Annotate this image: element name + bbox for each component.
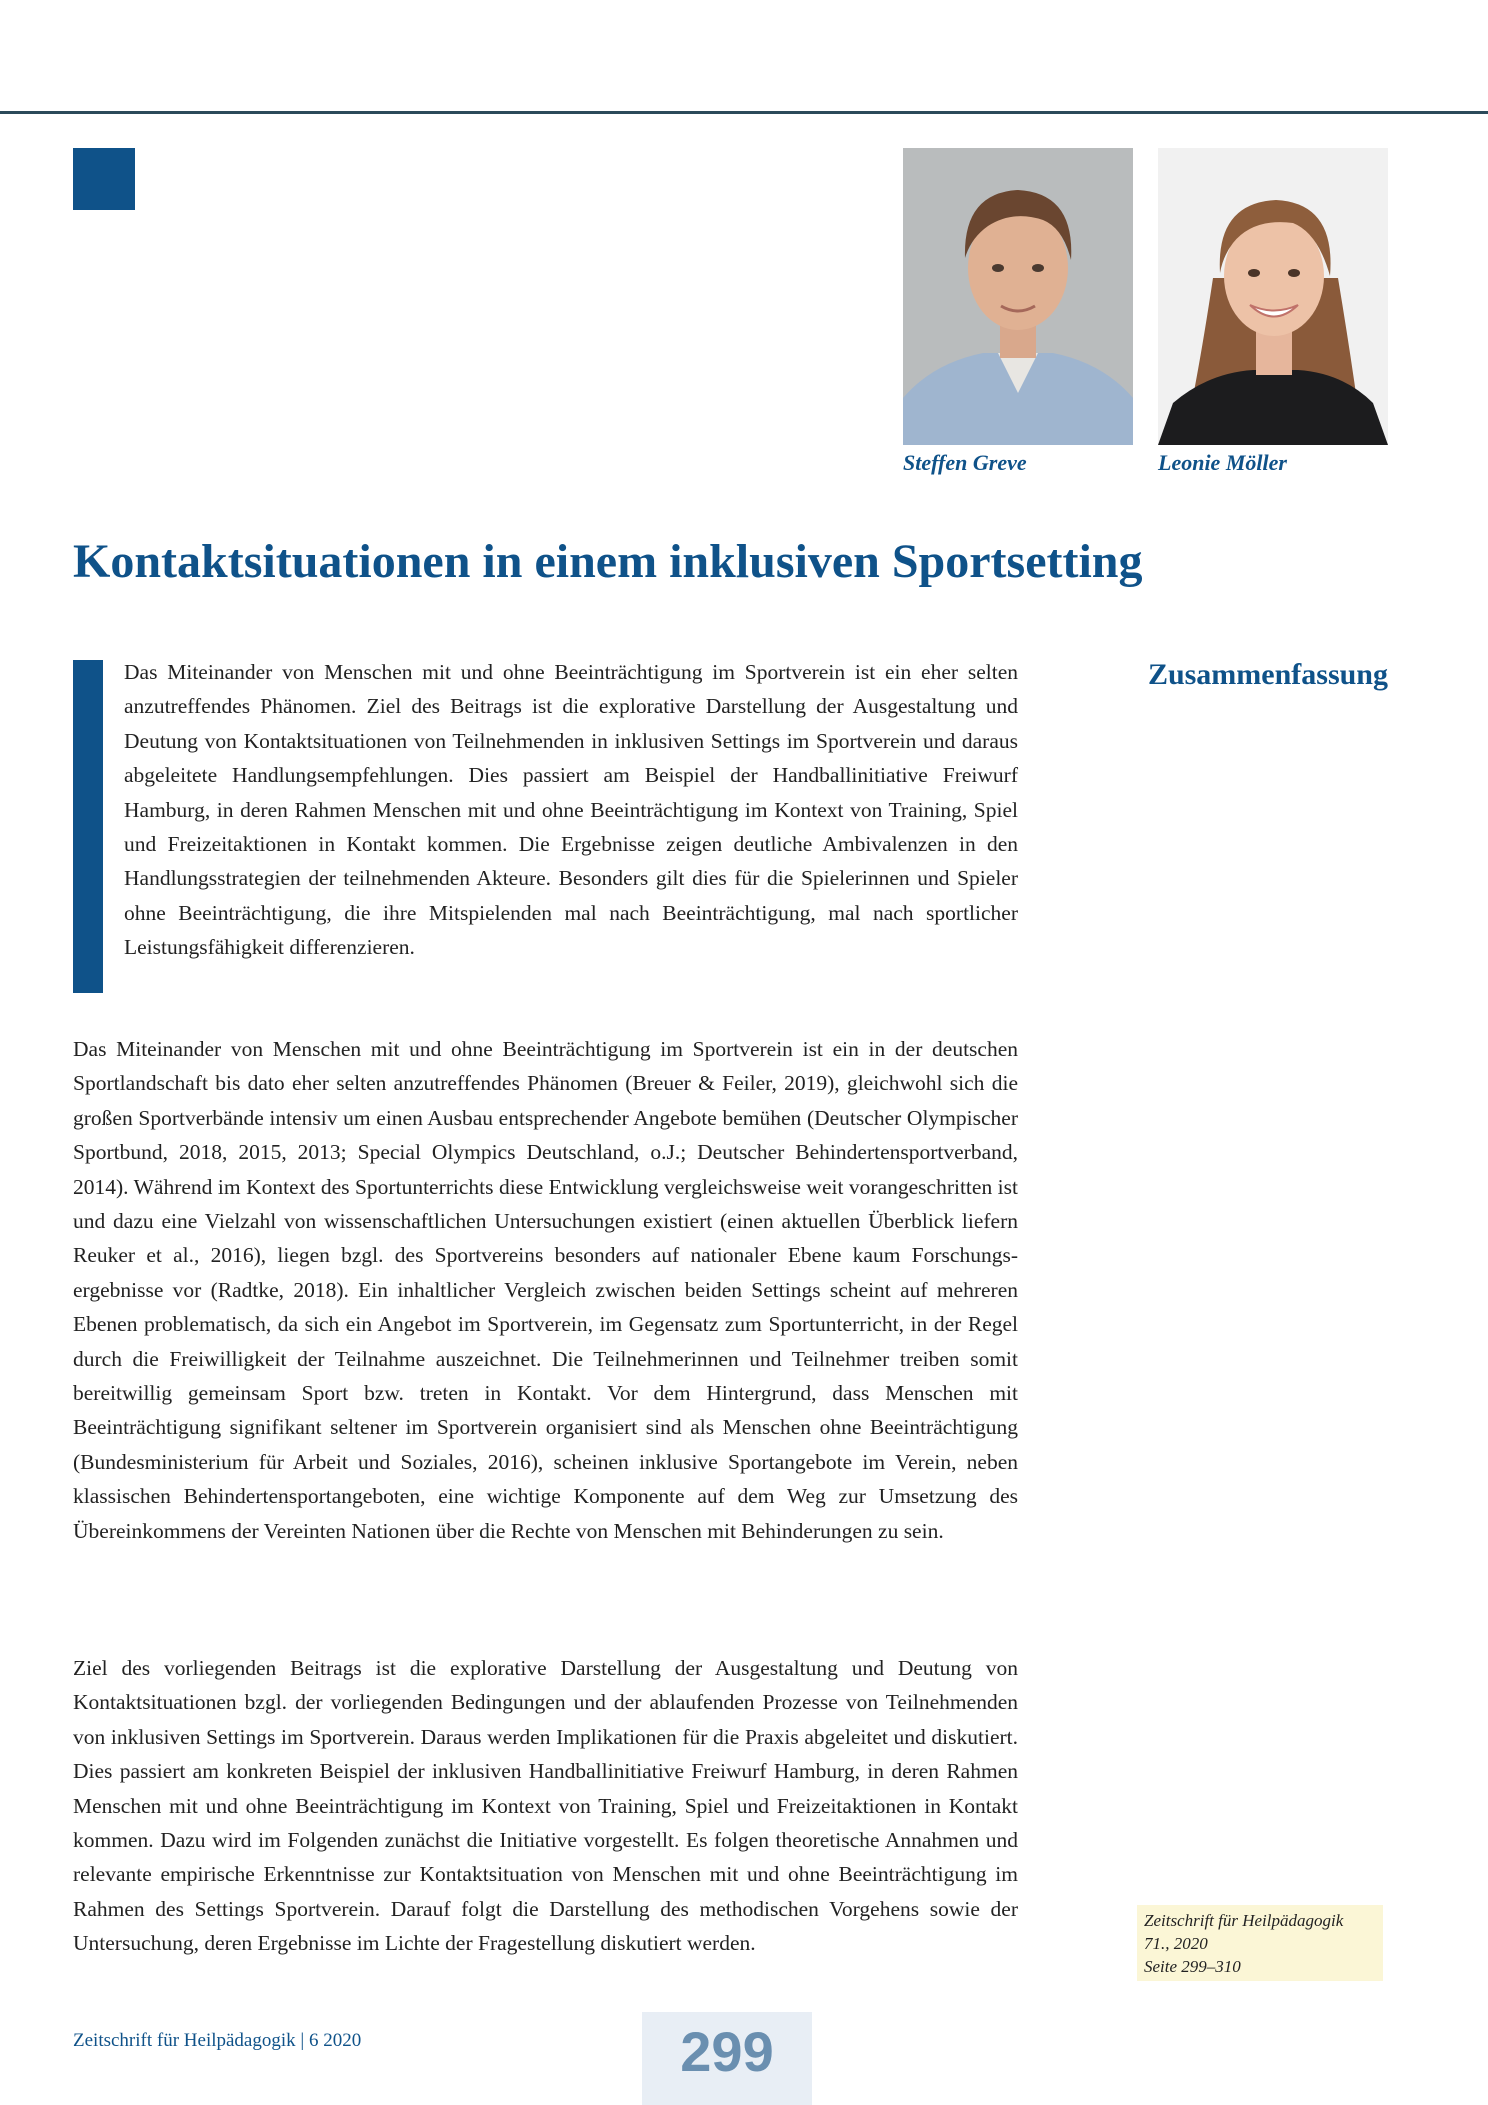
section-marker-square [73, 148, 135, 210]
author-caption-2: Leonie Möller [1158, 450, 1287, 475]
journal-info-box [1137, 1905, 1383, 1981]
journal-volume: 71., 2020 [1144, 1934, 1208, 1953]
author-photo-steffen-greve [903, 148, 1133, 445]
author-photo-leonie-moeller [1158, 148, 1388, 445]
page-number-box [642, 2012, 812, 2105]
abstract-heading: Zusammenfassung [1147, 658, 1388, 691]
article-title: Kontaktsituationen in einem inklusiven Sportsetting [73, 535, 1143, 588]
abstract-text: Das Miteinander von Menschen mit und ohne Beeinträchtigung im Sportverein ist ein eher selten anzutreffendes Phänomen. Ziel des Beitrags ist die explorative Darstellung der Ausgestaltung und Deutung von Kontaktsituationen von Teilnehmenden in inklusiven Settings im Sportverein und daraus abgeleitete Handlungsempfehlungen. Dies passiert am Beispiel der Handballinitiative Freiwurf Hamburg, in deren Rahmen Menschen mit und ohne Beeinträchtigung im Kontext von Training, Spiel und Freizeitaktionen in Kontakt kommen. Die Ergebnisse zeigen deutliche Ambivalenzen in den Handlungsstrategien der teilnehmenden Akteure. Besonders gilt dies für die Spielerinnen und Spieler ohne Beeinträchtigung, die ihre Mitspielenden mal nach Beeinträchtigung, mal nach sportlicher Leistungsfähigkeit differenzieren. [124, 660, 1018, 960]
header-rule [0, 111, 1488, 114]
abstract-bar [73, 660, 103, 993]
body-paragraph: Das Miteinander von Menschen mit und ohne Beeinträchtigung im Sportverein ist ein in der deutschen Sportlandschaft bis dato eher selten anzutreffendes Phänomen (Breuer & Feiler, 2019), gleichwohl sich die großen Sportverbände intensiv um einen Ausbau entsprechender Angebote bemühen (Deutscher Olympischer Sportbund, 2018, 2015, 2013; Special Olympics Deutschland, o.J.; Deutscher Behindertensportverband, 2014). Während im Kontext des Sportunterrichts diese Entwicklung vergleichsweise weit vorangeschritten ist und dazu eine Vielzahl von wissenschaftlichen Untersuchungen existiert (einen aktuellen Überblick liefern Reuker et al., 2016), liegen bzgl. des Sportvereins besonders auf nationaler Ebene kaum Forschungsergebnisse vor (Radtke, 2018). Ein inhaltlicher Vergleich zwischen beiden Settings scheint auf mehreren Ebenen problematisch, da sich ein Angebot im Sportverein, im Gegensatz zum Sportunterricht, in der Regel durch die Freiwilligkeit der Teilnahme auszeichnet. Die Teilnehmerinnen und Teilnehmer treiben somit bereitwillig gemeinsam Sport bzw. treten in Kontakt. Vor dem Hintergrund, dass Menschen mit Beeinträchtigung signifikant seltener im Sportverein organisiert sind als Menschen ohne Beeinträchtigung (Bundesministerium für Arbeit und Soziales, 2016), scheinen inklusive Sportangebote im Verein, neben klassischen Behindertensportangeboten, eine wichtige Komponente auf dem Weg zur Umsetzung des Übereinkommens der Vereinten Nationen über die Rechte von Menschen mit Behinderungen zu sein. [73, 1037, 1018, 1543]
body-paragraph: Ziel des vorliegenden Beitrags ist die explorative Darstellung der Ausgestaltung und Deutung von Kontaktsituationen bzgl. der vorliegenden Bedingungen und der ablaufenden Prozesse von Teilnehmenden von inklusiven Settings im Sportverein. Daraus werden Implikationen für die Praxis abgeleitet und diskutiert. Dies passiert am konkreten Beispiel der inklusiven Handballinitiative Freiwurf Hamburg, in deren Rahmen Menschen mit und ohne Beeinträchtigung im Kontext von Training, Spiel und Freizeitaktionen in Kontakt kommen. Dazu wird im Folgenden zunächst die Initiative vorgestellt. Es folgen theoretische Annahmen und relevante empirische Erkenntnisse zur Kontaktsituation von Menschen mit und ohne Beeinträchtigung im Rahmen des Settings Sportverein. Darauf folgt die Darstellung des methodischen Vorgehens sowie der Untersuchung, deren Ergebnisse im Lichte der Fragestellung diskutiert werden. [73, 1656, 1018, 1956]
journal-name: Zeitschrift für Heilpädagogik [1144, 1911, 1344, 1930]
page-number: 299 [680, 2020, 774, 2083]
journal-pages: Seite 299–310 [1144, 1957, 1241, 1976]
author-caption-1: Steffen Greve [903, 450, 1027, 475]
footer-journal: Zeitschrift für Heilpädagogik | 6 2020 [73, 2030, 362, 2051]
